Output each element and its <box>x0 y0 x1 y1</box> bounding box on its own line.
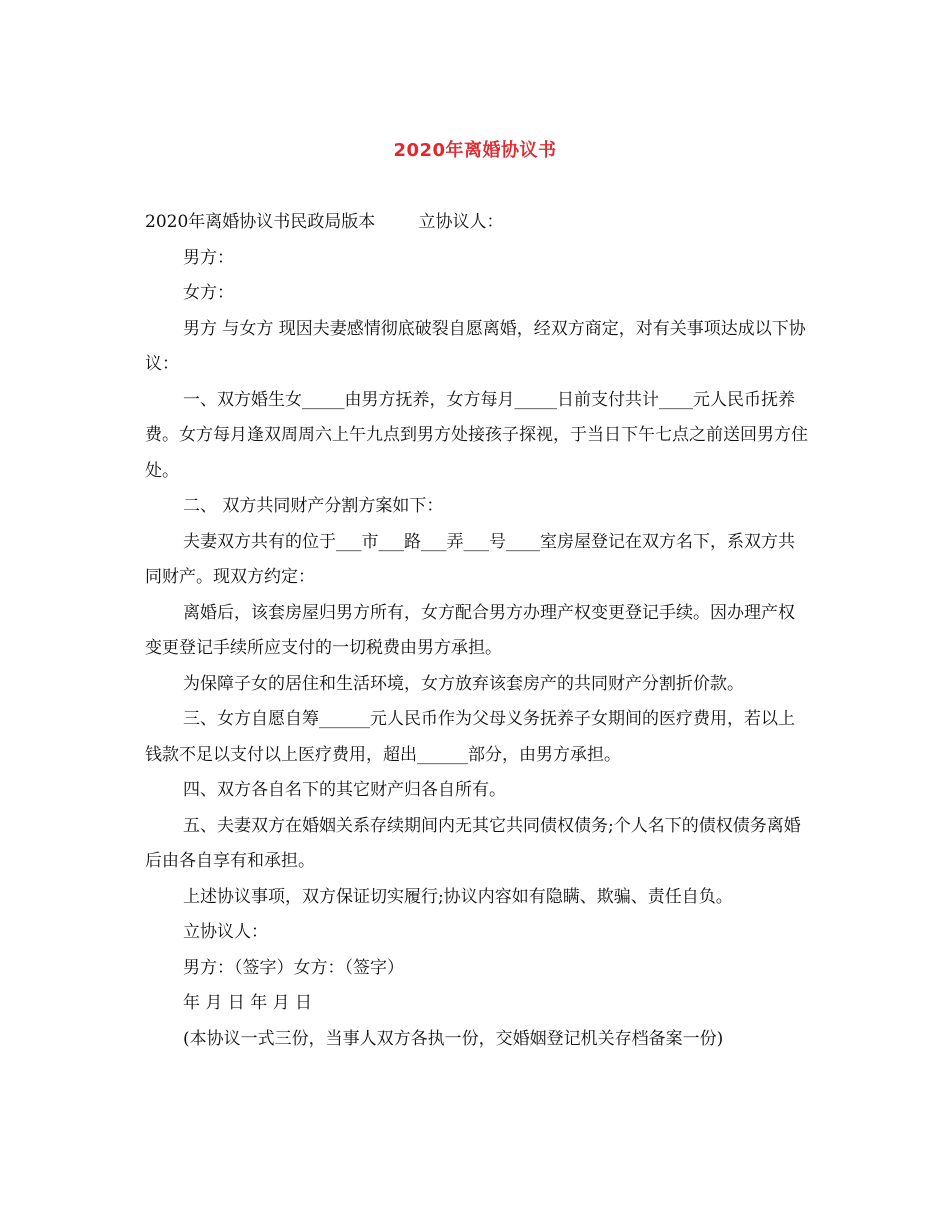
paragraph-clause-5: 五、夫妻双方在婚姻关系存续期间内无其它共同债权债务;个人名下的债权债务离婚后由各自享有和承担。 <box>145 815 801 871</box>
document-body <box>145 205 809 1057</box>
paragraph-property-waiver: 为保障子女的居住和生活环境，女方放弃该套房产的共同财产分割折价款。 <box>183 673 744 694</box>
paragraph-property-location: 夫妻双方共有的位于___市___路___弄___号____室房屋登记在双方名下，系双方共同财产。现双方约定： <box>145 531 795 587</box>
header-line-left: 2020年离婚协议书民政局版本 <box>145 212 376 232</box>
paragraph-intro: 男方 与女方 现因夫妻感情彻底破裂自愿离婚，经双方商定，对有关事项达成以下协议： <box>145 318 806 374</box>
paragraph-date-line: 年 月 日 年 月 日 <box>183 993 313 1013</box>
paragraph-clause-1: 一、双方婚生女_____由男方抚养，女方每月_____日前支付共计____元人民币抚养费。女方每月逢双周周六上午九点到男方处接孩子探视，于当日下午七点之前送回男方住处。 <box>145 389 808 481</box>
header-line-right: 立协议人： <box>418 212 504 232</box>
paragraph-male-party: 男方： <box>183 247 234 268</box>
paragraph-signatories: 立协议人： <box>183 922 268 942</box>
header-line <box>145 205 809 241</box>
paragraph-signature-line: 男方：（签字）女方：（签字） <box>183 957 404 978</box>
paragraph-female-party: 女方： <box>183 283 234 303</box>
header-line-gap <box>375 212 418 232</box>
paragraph-copies-note: (本协议一式三份，当事人双方各执一份，交婚姻登记机关存档备案一份) <box>183 1028 724 1049</box>
paragraph-guarantee: 上述协议事项，双方保证切实履行;协议内容如有隐瞒、欺骗、责任自负。 <box>183 886 733 907</box>
document-title: 2020年离婚协议书 <box>393 140 557 161</box>
paragraph-clause-4: 四、双方各自名下的其它财产归各自所有。 <box>183 780 506 800</box>
paragraph-clause-3: 三、女方自愿自筹______元人民币作为父母义务抚养子女期间的医疗费用，若以上钱款不足以支付以上医疗费用，超出______部分，由男方承担。 <box>145 709 795 765</box>
paragraph-clause-2-heading: 二、 双方共同财产分割方案如下： <box>183 496 444 516</box>
paragraph-property-after-divorce: 离婚后，该套房屋归男方所有，女方配合男方办理产权变更登记手续。因办理产权变更登记手续所应支付的一切税费由男方承担。 <box>145 602 795 658</box>
